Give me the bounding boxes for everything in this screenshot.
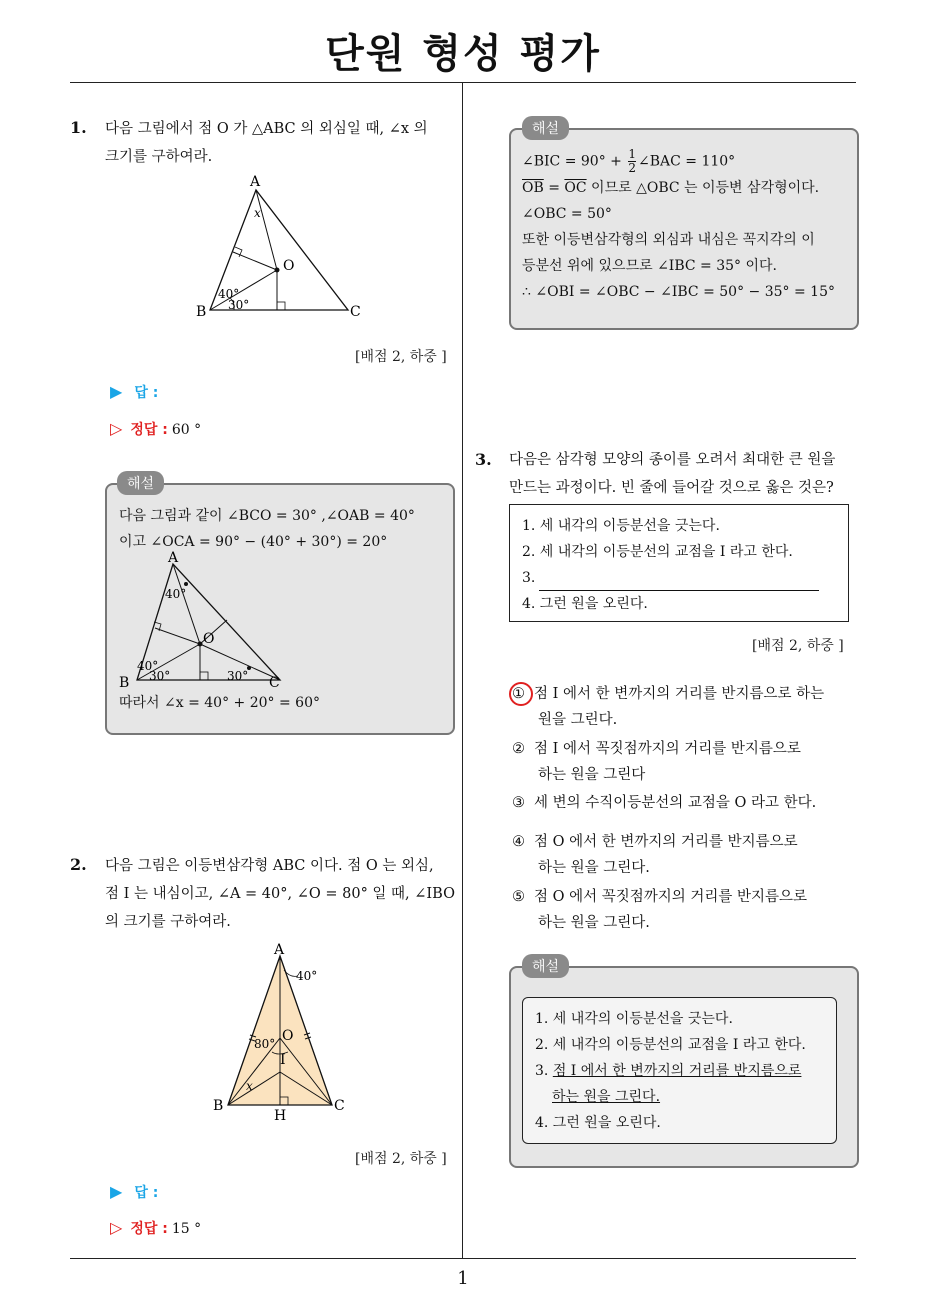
q3-option-1-text2: 원을 그린다. <box>538 712 618 728</box>
q3-option-5-text1: 점 O 에서 꼭짓점까지의 거리를 반지름으로 <box>534 889 808 905</box>
q1-fig-label-a: A <box>250 174 261 190</box>
q3-line2: 만드는 과정이다. 빈 줄에 들어갈 것으로 옳은 것은? <box>509 480 834 496</box>
q1-number: 1. <box>70 118 87 137</box>
q1-correct <box>110 419 201 439</box>
page-number: 1 <box>457 1268 469 1289</box>
q2-fig-label-a: A <box>274 942 285 958</box>
q1-sol-fig-label-30b: 30° <box>149 669 171 683</box>
q2-fig-label-i: I <box>280 1052 286 1068</box>
q1-sol-line3: 따라서 ∠x = 40° + 20° = 60° <box>119 695 320 711</box>
outline-arrow-icon: ▷ <box>110 419 123 438</box>
q3-sol-step-3-num: 3. <box>535 1063 553 1079</box>
q2-sol-line5: 등분선 위에 있으므로 ∠IBC = 35° 이다. <box>522 258 777 274</box>
q2-sol-line2 <box>522 175 835 201</box>
q1-line1: 다음 그림에서 점 O 가 △ABC 의 외심일 때, ∠x 의 <box>105 121 428 137</box>
q2-fig-label-80: 80° <box>254 1037 276 1051</box>
q3-option-1[interactable] <box>512 681 824 733</box>
q2-figure <box>210 940 360 1120</box>
q3-step-3 <box>522 565 819 591</box>
q2-text <box>105 852 455 936</box>
q3-option-2-text2: 하는 원을 그린다 <box>538 767 646 783</box>
q3-option-5-num[interactable]: ⑤ <box>512 889 525 905</box>
q2-line1: 다음 그림은 이등변삼각형 ABC 이다. 점 O 는 외심, <box>105 858 434 874</box>
q3-sol-step-1: 1. 세 내각의 이등분선을 긋는다. <box>535 1011 733 1027</box>
q1-correct-value: 60 ° <box>171 422 202 438</box>
q1-score-meta: [배점 2, 하중 ] <box>355 349 447 365</box>
q2-fig-label-x: x <box>246 1079 253 1093</box>
q2-sol-frac-den: 2 <box>628 161 636 175</box>
q2-answer-label: 답 : <box>134 1185 159 1201</box>
q3-sol-step-2: 2. 세 내각의 이등분선의 교점을 I 라고 한다. <box>535 1037 806 1053</box>
q2-fig-label-c: C <box>334 1098 345 1114</box>
q1-sol-fig-label-30c: 30° <box>227 669 249 683</box>
q2-solution-tag: 해설 <box>522 116 569 140</box>
q2-line2: 점 I 는 내심이고, ∠A = 40°, ∠O = 80° 일 때, ∠IBO <box>105 886 455 902</box>
q2-sol-frac-num: 1 <box>628 147 636 161</box>
q3-option-1-num[interactable] <box>512 681 534 707</box>
q3-option-2-text1: 점 I 에서 꼭짓점까지의 거리를 반지름으로 <box>534 741 801 757</box>
q3-sol-step-3-text1: 점 I 에서 한 변까지의 거리를 반지름으로 <box>552 1063 802 1079</box>
q2-correct <box>110 1218 201 1238</box>
q3-step-3-num: 3. <box>522 570 536 586</box>
q2-line3: 의 크기를 구하여라. <box>105 914 231 930</box>
q2-sol-line1b: ∠BAC = 110° <box>637 153 736 170</box>
q1-correct-label: 정답 : <box>130 422 168 438</box>
q3-option-5-text2: 하는 원을 그린다. <box>538 915 650 931</box>
q1-sol-fig-label-40b: 40° <box>137 659 159 673</box>
q3-option-5[interactable] <box>512 884 807 936</box>
q2-fig-label-40: 40° <box>296 969 318 983</box>
q2-solution-text <box>522 148 835 305</box>
q2-sol-seg-ob: $\overline{OB}$ <box>522 180 544 196</box>
q3-sol-step-4: 4. 그런 원을 오린다. <box>535 1115 661 1131</box>
q3-option-3-text1: 세 변의 수직이등분선의 교점을 O 라고 한다. <box>534 795 817 811</box>
q2-correct-value: 15 ° <box>171 1221 202 1237</box>
q1-solution-tag: 해설 <box>117 471 164 495</box>
q3-option-4-text2: 하는 원을 그린다. <box>538 860 650 876</box>
play-arrow-icon: ▶ <box>110 1182 123 1201</box>
q3-option-4-num[interactable]: ④ <box>512 834 525 850</box>
q1-answer <box>110 382 158 402</box>
q3-step-4: 4. 그런 원을 오린다. <box>522 596 648 612</box>
q1-sol-fig-label-a: A <box>168 550 179 566</box>
q2-sol-line1a: ∠BIC = 90° + <box>522 153 627 170</box>
q1-solution-figure <box>115 550 295 690</box>
q1-sol-line2: 이고 ∠OCA = 90° − (40° + 30°) = 20° <box>119 534 388 550</box>
q1-sol-fig-label-o: O <box>203 631 215 647</box>
q2-fig-label-o: O <box>282 1028 294 1044</box>
selected-circle-icon <box>509 682 533 706</box>
q2-score-meta: [배점 2, 하중 ] <box>355 1151 447 1167</box>
q2-correct-label: 정답 : <box>130 1221 168 1237</box>
header-rule <box>70 82 856 83</box>
q3-option-1-num-text: ① <box>512 686 525 702</box>
q3-sol-step-3b <box>535 1084 806 1110</box>
q3-sol-step-3-text2: 하는 원을 그린다. <box>552 1089 661 1105</box>
q3-steps-box <box>509 504 849 622</box>
q3-solution-tag: 해설 <box>522 954 569 978</box>
q2-sol-line4: 또한 이등변삼각형의 외심과 내심은 꼭지각의 이 <box>522 232 815 248</box>
q1-line2: 크기를 구하여라. <box>105 149 213 165</box>
q1-fig-label-c: C <box>350 304 361 320</box>
q2-fig-label-b: B <box>213 1098 224 1114</box>
q2-sol-line2d: 이므로 △OBC 는 이등변 삼각형이다. <box>586 180 820 196</box>
q3-solution-steps <box>522 997 837 1144</box>
column-divider <box>462 83 463 1258</box>
q1-answer-label: 답 : <box>134 385 159 401</box>
q3-option-2-num[interactable]: ② <box>512 741 525 757</box>
q1-fig-label-30: 30° <box>228 298 250 312</box>
q2-sol-line6: ∴ ∠OBI = ∠OBC − ∠IBC = 50° − 35° = 15° <box>522 284 835 300</box>
q3-option-2[interactable] <box>512 736 801 788</box>
q3-option-4-text1: 점 O 에서 한 변까지의 거리를 반지름으로 <box>534 834 798 850</box>
q2-fig-label-h: H <box>274 1108 287 1120</box>
q2-sol-line3: ∠OBC = 50° <box>522 206 612 222</box>
q3-number: 3. <box>475 450 492 469</box>
outline-arrow-icon: ▷ <box>110 1218 123 1237</box>
q3-line1: 다음은 삼각형 모양의 종이를 오려서 최대한 큰 원을 <box>509 452 836 468</box>
play-arrow-icon: ▶ <box>110 382 123 401</box>
q2-sol-fraction <box>628 148 636 175</box>
q1-fig-label-x: x <box>254 206 261 220</box>
q3-option-3[interactable] <box>512 790 816 816</box>
q1-text <box>105 115 428 171</box>
q3-step-1: 1. 세 내각의 이등분선을 긋는다. <box>522 518 720 534</box>
page-title: 단원 형성 평가 <box>325 31 601 77</box>
q1-sol-fig-label-40a: 40° <box>165 587 187 601</box>
q3-option-3-num[interactable]: ③ <box>512 795 525 811</box>
q1-figure <box>190 172 370 322</box>
q3-option-4[interactable] <box>512 829 798 881</box>
q2-sol-seg-oc: $\overline{OC}$ <box>564 180 587 196</box>
q3-step-2: 2. 세 내각의 이등분선의 교점을 I 라고 한다. <box>522 544 793 560</box>
q1-sol-line1: 다음 그림과 같이 ∠BCO = 30° ,∠OAB = 40° <box>119 508 415 524</box>
q3-text <box>509 446 835 502</box>
q3-blank-line <box>539 572 819 591</box>
q2-answer <box>110 1182 158 1202</box>
q1-sol-fig-label-b: B <box>119 675 130 690</box>
q3-score-meta: [배점 2, 하중 ] <box>752 638 844 654</box>
q1-fig-label-b: B <box>196 304 207 320</box>
q2-number: 2. <box>70 855 87 874</box>
footer-rule <box>70 1258 856 1259</box>
q3-sol-step-3 <box>535 1058 806 1084</box>
q1-fig-label-o: O <box>283 258 295 274</box>
q2-sol-equals: = <box>543 180 565 196</box>
q1-fig-label-40: 40° <box>218 287 240 301</box>
q1-solution-text <box>119 503 415 555</box>
q1-sol-fig-label-c: C <box>269 675 280 690</box>
q3-option-1-text1: 점 I 에서 한 변까지의 거리를 반지름으로 하는 <box>534 686 825 702</box>
q2-sol-line1 <box>522 148 835 175</box>
